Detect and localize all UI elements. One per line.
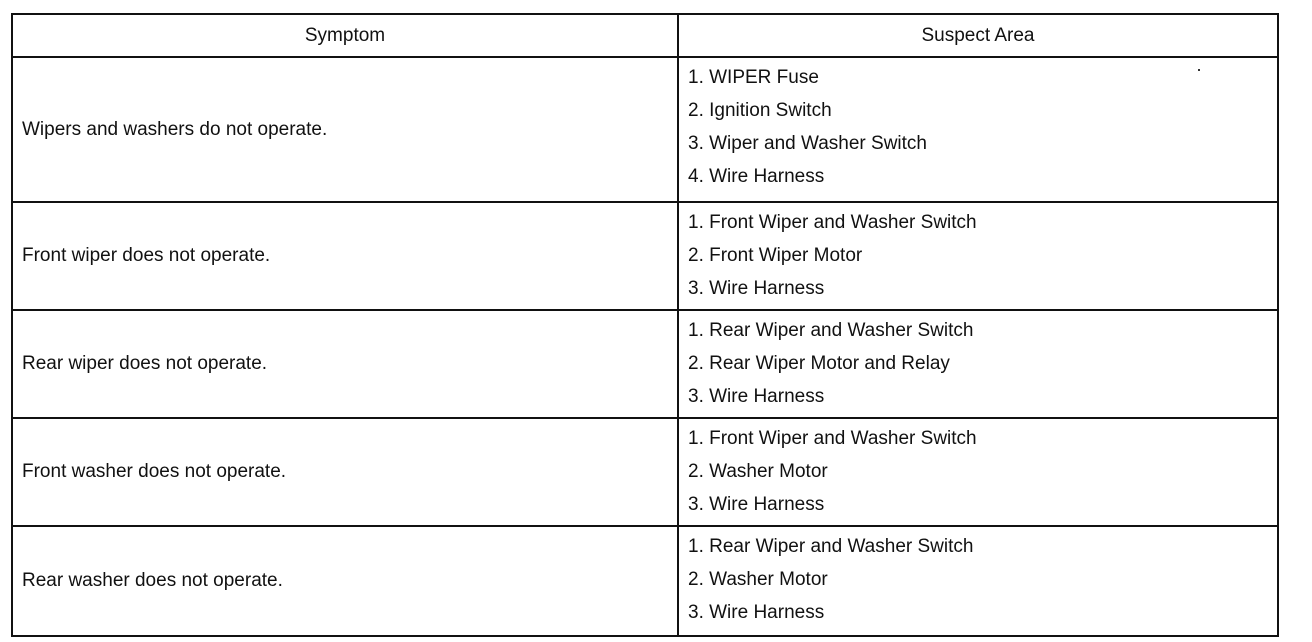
suspect-item: 1. Front Wiper and Washer Switch: [688, 212, 977, 233]
table-row: [13, 309, 1277, 417]
suspect-item: 4. Wire Harness: [688, 166, 825, 187]
suspect-list: [679, 203, 1277, 310]
suspect-area-cell: [679, 527, 1277, 635]
suspect-item: 2. Washer Motor: [688, 461, 828, 482]
suspect-item: 3. Wire Harness: [688, 602, 825, 623]
table-row: [13, 417, 1277, 525]
table-row: [13, 201, 1277, 309]
scan-speck: [1198, 69, 1200, 71]
suspect-item: 2. Ignition Switch: [688, 100, 832, 121]
table-header-row: [13, 15, 1277, 56]
symptom-cell: Front wiper does not operate.: [13, 203, 679, 309]
symptom-cell: Wipers and washers do not operate.: [13, 58, 679, 201]
suspect-item: 1. WIPER Fuse: [688, 67, 819, 88]
suspect-list: [679, 58, 1277, 198]
suspect-item: 3. Wire Harness: [688, 494, 825, 515]
symptom-cell: Front washer does not operate.: [13, 419, 679, 525]
suspect-item: 1. Front Wiper and Washer Switch: [688, 428, 977, 449]
header-symptom: Symptom: [13, 15, 679, 56]
suspect-item: 1. Rear Wiper and Washer Switch: [688, 320, 974, 341]
suspect-area-cell: [679, 311, 1277, 417]
suspect-area-cell: [679, 58, 1277, 201]
suspect-item: 2. Rear Wiper Motor and Relay: [688, 353, 950, 374]
header-suspect-area: Suspect Area: [921, 24, 1035, 46]
suspect-item: 1. Rear Wiper and Washer Switch: [688, 536, 974, 557]
table-row: [13, 525, 1277, 635]
suspect-area-cell: [679, 203, 1277, 309]
suspect-item: 2. Front Wiper Motor: [688, 245, 863, 266]
suspect-list: [679, 527, 1277, 634]
suspect-list: [679, 311, 1277, 418]
suspect-item: 3. Wire Harness: [688, 386, 825, 407]
suspect-area-cell: [679, 419, 1277, 525]
symptom-cell: Rear washer does not operate.: [13, 527, 679, 635]
suspect-item: 2. Washer Motor: [688, 569, 828, 590]
suspect-item: 3. Wiper and Washer Switch: [688, 133, 927, 154]
table-row: [13, 56, 1277, 201]
suspect-list: [679, 419, 1277, 526]
troubleshooting-table: [11, 13, 1279, 637]
suspect-item: 3. Wire Harness: [688, 278, 825, 299]
symptom-cell: Rear wiper does not operate.: [13, 311, 679, 417]
